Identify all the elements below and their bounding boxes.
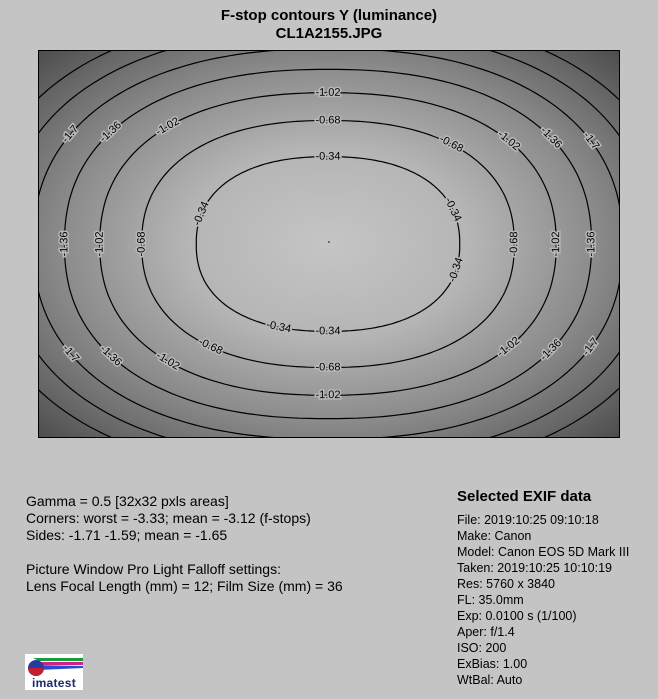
contour-label: -0.34 [265,318,293,336]
plot-background [38,50,620,438]
contour-label: -1.36 [97,342,125,369]
exif-line: Res: 5760 x 3840 [457,577,555,591]
exif-line: WtBal: Auto [457,673,523,687]
contour-label: -0.68 [437,132,466,156]
contour-label: -1.7 [59,342,82,365]
contour-label: -0.34 [315,150,341,163]
exif-line: Exp: 0.0100 s (1/100) [457,609,577,623]
contour-label: -0.68 [315,114,341,127]
contour-label: -0.34 [442,195,464,224]
exif-line: Make: Canon [457,529,532,543]
contour-label: -1.36 [585,231,598,257]
contour-label: -1.7 [580,129,602,153]
contour-label: -1.02 [93,231,106,257]
exif-line: File: 2019:10:25 09:10:18 [457,513,599,527]
contour-label: -1.36 [97,119,124,146]
exif-title: Selected EXIF data [457,488,592,505]
contour-label: -0.34 [191,199,212,228]
exif-line: Aper: f/1.4 [457,625,515,639]
contour-label: -1.7 [580,335,602,359]
sides-text: Sides: -1.71 -1.59; mean = -1.65 [26,527,228,543]
center-marker [328,241,330,243]
contour-label: -1.36 [538,124,565,151]
logo-text: imatest [31,676,77,690]
exif-line: ExBias: 1.00 [457,657,528,671]
chart-title: F-stop contours Y (luminance) [220,7,438,24]
contour-label: -1.02 [153,349,182,373]
contour-label: -1.02 [495,334,523,360]
contour-label: -1.02 [315,389,341,402]
contour-plot [38,50,620,438]
contour-label: -0.68 [508,231,521,257]
exif-line: Taken: 2019:10:25 10:10:19 [457,561,612,575]
contour-label: -1.02 [550,231,563,257]
exif-line: ISO: 200 [457,641,507,655]
contour-label: -0.68 [315,361,341,374]
settings-text: Lens Focal Length (mm) = 12; Film Size (mm) = 36 [26,578,343,594]
chart-subtitle: CL1A2155.JPG [275,25,383,42]
corners-text: Corners: worst = -3.33; mean = -3.12 (f-stops) [26,510,311,526]
contour-label: -1.02 [495,128,523,154]
contour-label: -0.68 [196,335,225,358]
contour-label: -1.02 [153,115,182,139]
settings-title: Picture Window Pro Light Falloff settings: [26,561,281,577]
gamma-text: Gamma = 0.5 [32x32 pxls areas] [26,493,229,509]
contour-label: -1.7 [59,123,82,146]
contour-label: -1.02 [315,86,341,99]
stats-block [26,493,343,595]
contour-label: -0.68 [135,231,148,257]
contour-label: -1.36 [537,337,565,364]
exif-line: FL: 35.0mm [457,593,524,607]
exif-line: Model: Canon EOS 5D Mark III [457,545,630,559]
contour-label: -0.34 [315,325,341,338]
contour-label: -0.34 [446,256,466,284]
exif-data [457,512,629,688]
contour-label: -1.36 [58,231,71,257]
